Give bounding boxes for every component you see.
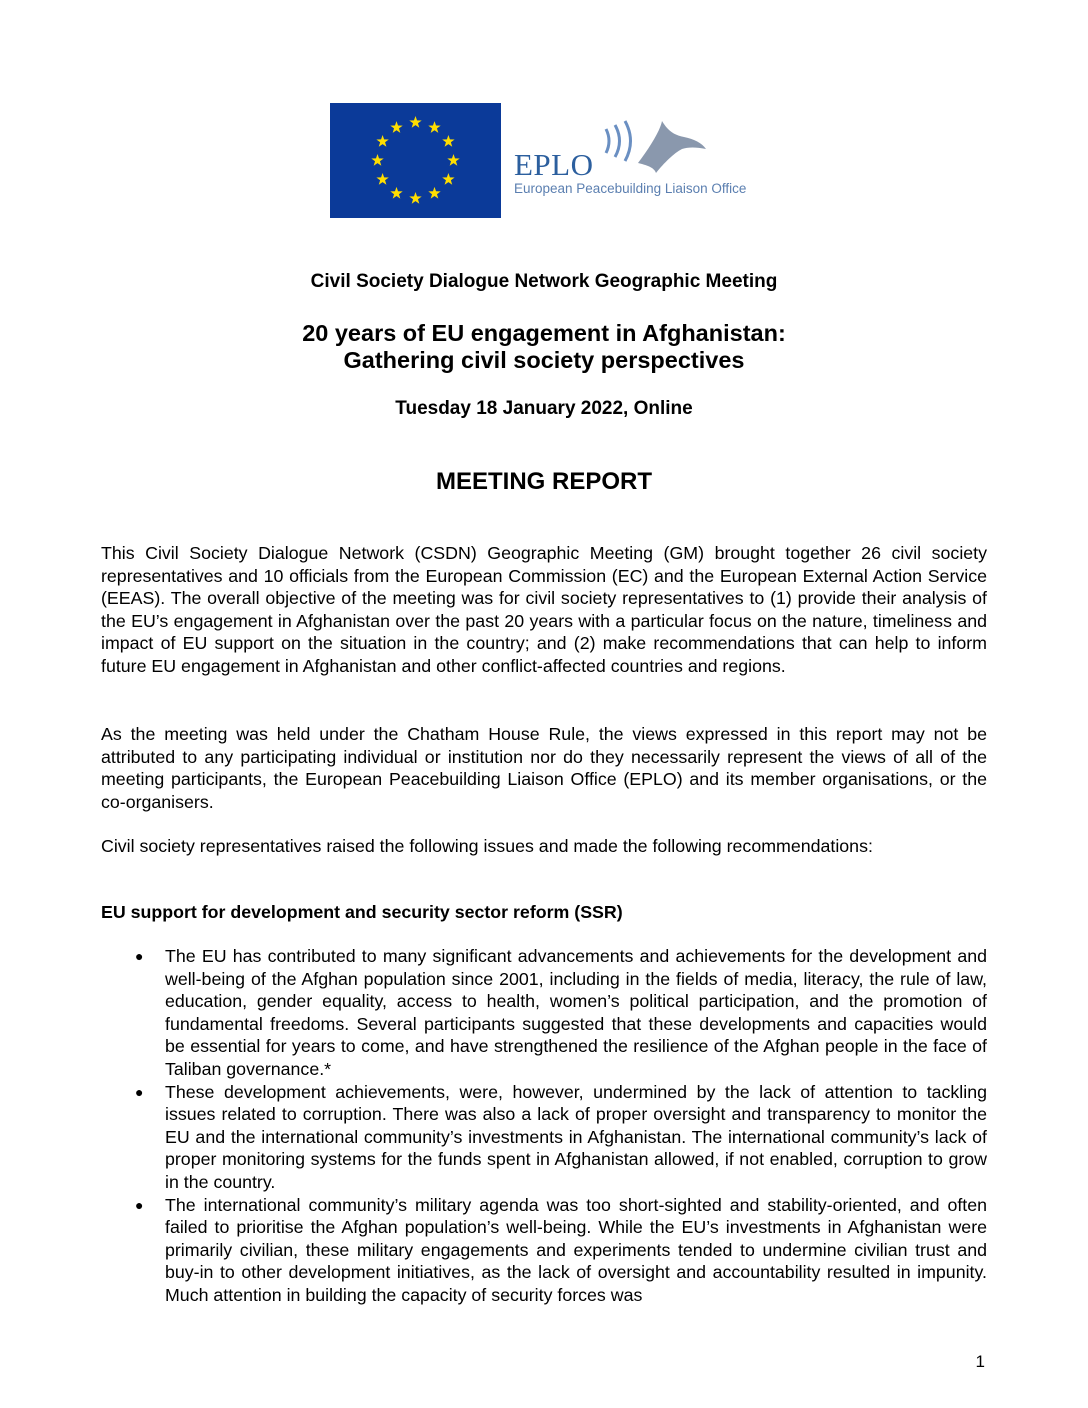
dove-icon — [598, 117, 708, 189]
meeting-date: Tuesday 18 January 2022, Online — [395, 398, 693, 419]
bullet-text: The EU has contributed to many significant advancements and achievements for the development and well-being of the Afghan population since 2001, including in the fields of media, literacy, the rule of law, education, gender equality, access to health, women’s political participation, and the promotion of fundamental freedoms. Several participants suggested that these developments and capacities would be essential for years to come, and have strengthened the resilience of the Afghan people in the face of Taliban governance.* — [165, 946, 987, 1079]
intro-paragraph-3: Civil society representatives raised the following issues and made the following recommendations: — [101, 836, 873, 856]
page-title — [0, 320, 1088, 374]
bullet-icon: ● — [135, 948, 144, 964]
bullet-list — [101, 945, 987, 1307]
title-line-2: Gathering civil society perspectives — [343, 347, 745, 373]
meeting-series: Civil Society Dialogue Network Geographic Meeting — [310, 271, 778, 292]
list-item — [101, 1081, 987, 1194]
eplo-logo — [512, 117, 762, 217]
report-heading: MEETING REPORT — [435, 468, 652, 495]
eu-flag-logo — [330, 103, 501, 218]
bullet-text: The international community’s military agenda was too short-sighted and stability-oriented, and often failed to prioritise the Afghan population’s well-being. While the EU’s investments in Afghanistan were primarily civilian, these military engagements and experiments tended to undermine civilian trust and buy-in to other development initiatives, as the lack of oversight and accountability resulted in impunity. Much attention in building the capacity of security forces was — [165, 1194, 987, 1305]
list-item — [101, 945, 987, 1081]
bullet-icon: ● — [135, 1196, 144, 1213]
list-item — [101, 1194, 987, 1307]
eplo-subtitle: European Peacebuilding Liaison Office — [514, 181, 747, 196]
eplo-wordmark: EPLO — [514, 147, 594, 182]
page-number: 1 — [975, 1352, 985, 1371]
logo-bar — [330, 103, 760, 218]
title-line-1: 20 years of EU engagement in Afghanistan: — [302, 320, 786, 346]
section-heading: EU support for development and security sector reform (SSR) — [101, 902, 623, 922]
intro-paragraph-2: As the meeting was held under the Chatham House Rule, the views expressed in this report may not be attributed to any participating individual or institution nor do they necessarily represent the views of all of the meeting participants, the European Peacebuilding Liaison Office (EPLO) and its member organisations, or the co-organisers. — [101, 724, 987, 812]
intro-paragraph-1: This Civil Society Dialogue Network (CSDN) Geographic Meeting (GM) brought together 26 civil society representatives and 10 officials from the European Commission (EC) and the European External Action Service (EEAS). The overall objective of the meeting was for civil society representatives to (1) provide their analysis of the EU’s engagement in Afghanistan over the past 20 years with a particular focus on the nature, timeliness and impact of EU support on the situation in the country; and (2) make recommendations that can help to inform future EU engagement in Afghanistan and other conflict-affected countries and regions. — [101, 543, 987, 676]
bullet-icon: ● — [135, 1083, 144, 1100]
bullet-text: These development achievements, were, however, undermined by the lack of attention to tackling issues related to corruption. There was also a lack of proper oversight and transparency to monitor the EU and the international community’s investments in Afghanistan. The international community’s lack of proper monitoring systems for the funds spent in Afghanistan allowed, if not enabled, corruption to grow in the country. — [165, 1081, 987, 1192]
